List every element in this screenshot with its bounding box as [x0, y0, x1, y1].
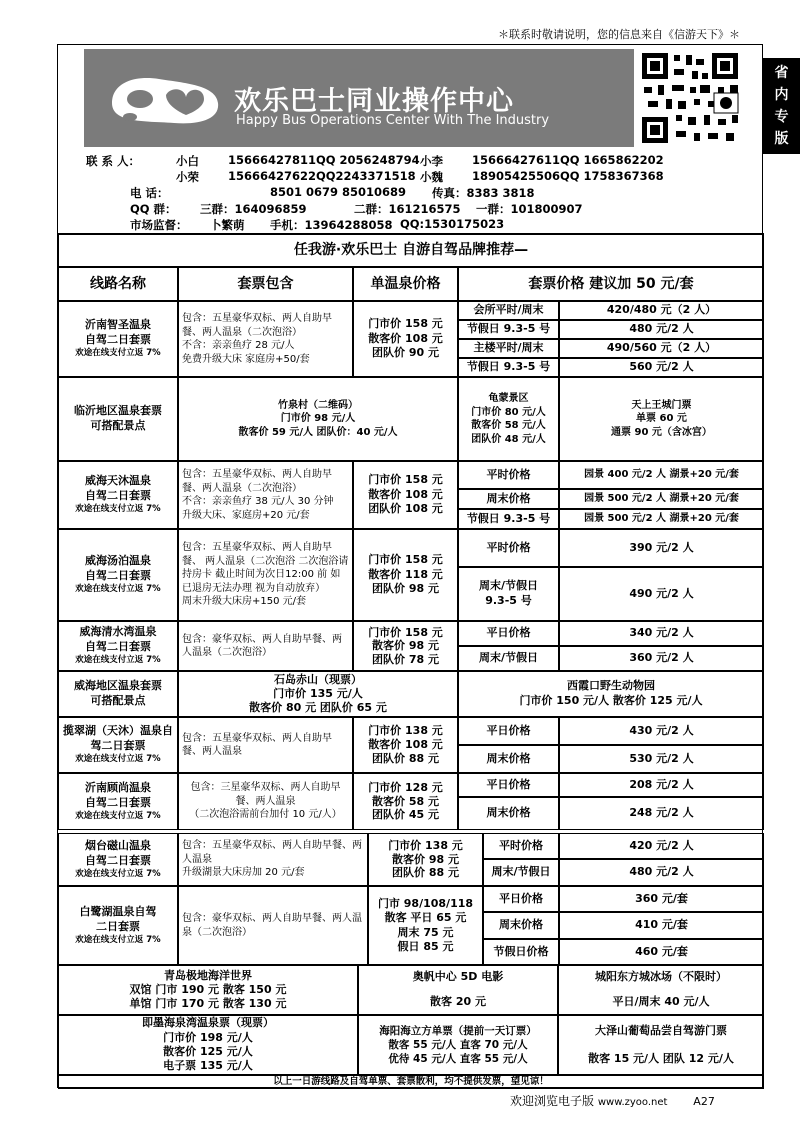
period-price: 460 元/套 [559, 939, 764, 965]
attraction-ticket: 石岛赤山（现票） 门市价 135 元/人 散客价 80 元 团队价 65 元 [178, 671, 458, 717]
route-name-cell [58, 833, 178, 886]
contact-phone: 15666427811 [228, 153, 317, 167]
period-label: 节假日 9.3-5 号 [458, 358, 559, 377]
route-name-cell [58, 886, 178, 965]
single-price-cell [368, 833, 483, 886]
package-includes: 包含：豪华双标、两人自助早餐、两人温泉（二次泡浴） [178, 621, 353, 671]
group-price: 团队价 88 元 [392, 866, 459, 880]
footer-url[interactable]: www.zyoo.net [597, 1097, 668, 1108]
supervisor-label: 市场监督： [130, 218, 188, 232]
contact-name: 小李 [420, 154, 443, 168]
attraction-ticket: 天上王城门票 单票 60 元 通票 90 元（含冰宫） [559, 377, 764, 461]
page-number: A27 [693, 1095, 715, 1108]
single-price-cell [368, 886, 483, 965]
contact-phone: 18905425506 [472, 169, 561, 183]
qq-group: 三群：164096859 [200, 202, 307, 216]
rebate-note: 欢途在线支付立返 7% [75, 655, 161, 666]
single-price-cell [353, 621, 458, 671]
package-includes: 包含：豪华双标、两人自助早餐、两人温泉（二次泡浴） [178, 886, 368, 965]
tab-char: 内 [774, 87, 789, 103]
supervisor-qq: QQ:1530175023 [400, 217, 505, 231]
period-label: 节假日 9.3-5 号 [458, 509, 559, 529]
rebate-note: 欢途在线支付立返 7% [75, 934, 161, 945]
retail-price: 门市价 158 元 [368, 316, 443, 330]
period-price: 208 元/2 人 [559, 773, 764, 797]
route-name: 烟台磁山温泉 自驾二日套票 [85, 838, 151, 867]
single-price-cell [353, 717, 458, 773]
route-name: 沂南智圣温泉 自驾二日套票 [85, 318, 151, 347]
period-label: 平日价格 [483, 886, 559, 912]
period-price: 490/560 元（2 人） [559, 339, 764, 358]
period-price: 390 元/2 人 [559, 529, 764, 567]
single-price-cell [353, 529, 458, 621]
package-includes: 包含：五星豪华双标、两人自助早餐、两人温泉 [178, 717, 353, 773]
period-price: 480 元/2 人 [559, 320, 764, 339]
qq-group-label: QQ 群： [130, 202, 177, 216]
attraction-ticket: 竹泉村（二维码） 门市价 98 元/人 散客价 59 元/人 团队价：40 元/人 [178, 377, 458, 461]
period-label: 周末价格 [458, 745, 559, 773]
period-price: 360 元/套 [559, 886, 764, 912]
qq-group: 二群：161216575 [354, 202, 461, 216]
tab-char: 版 [774, 131, 789, 147]
phone-label: 电 话： [130, 186, 169, 200]
period-label: 平日价格 [458, 773, 559, 797]
route-name: 揽翠湖（天沐）温泉自驾二日套票 [63, 724, 173, 753]
holiday-price: 假日 85 元 [397, 939, 454, 953]
period-price: 420/480 元（2 人） [559, 301, 764, 320]
walkin-price: 散客价 108 元 [368, 331, 443, 345]
period-label: 节假日价格 [483, 939, 559, 965]
group-price: 团队价 88 元 [372, 751, 439, 765]
period-price: 园景 500 元/2 人 湖景+20 元/套 [559, 489, 764, 509]
period-label: 周末价格 [483, 912, 559, 939]
group-price: 团队价 78 元 [372, 652, 439, 666]
group-price: 团队价 90 元 [372, 346, 439, 360]
period-price: 560 元/2 人 [559, 358, 764, 377]
supervisor-phone: 手机：13964288058 [270, 218, 393, 232]
period-label: 会所平时/周末 [458, 301, 559, 320]
route-name: 沂南顾尚温泉 自驾二日套票 [85, 780, 151, 809]
route-name: 威海清水湾温泉 自驾二日套票 [79, 625, 157, 654]
rebate-note: 欢途在线支付立返 7% [75, 810, 161, 821]
walkin-price: 散客价 108 元 [368, 487, 443, 501]
group-price: 团队价 45 元 [372, 808, 439, 822]
route-name-cell [58, 717, 178, 773]
fax: 传真：8383 3818 [432, 186, 535, 200]
single-price-cell [353, 773, 458, 830]
period-price: 园景 400 元/2 人 湖景+20 元/套 [559, 461, 764, 489]
supervisor-name: 卜繁萌 [210, 218, 245, 232]
contact-name: 小荣 [176, 170, 199, 184]
attraction-ticket: 城阳东方城冰场（不限时） 平日/周末 40 元/人 [558, 965, 764, 1015]
route-name: 威海汤泊温泉 自驾二日套票 [85, 554, 151, 583]
period-price: 420 元/2 人 [559, 833, 764, 859]
retail-price: 门市价 128 元 [368, 780, 443, 794]
single-price-cell [353, 461, 458, 529]
contact-qq: QQ 1665862202 [560, 153, 664, 167]
attraction-ticket: 大泽山葡萄品尝自驾游门票 散客 15 元/人 团队 12 元/人 [558, 1015, 764, 1075]
period-label: 平时价格 [483, 833, 559, 859]
package-includes: 包含：五星豪华双标、两人自助早餐、两人温泉（二次泡浴） 不含：亲亲鱼疗 38 元/人 30 分钟 升级大床、家庭房+20 元/套 [178, 461, 353, 529]
period-price: 410 元/套 [559, 912, 764, 939]
contact-label: 联 系 人： [86, 154, 141, 168]
qq-group: 一群：101800907 [476, 202, 583, 216]
retail-price: 门市价 158 元 [368, 472, 443, 486]
route-name-cell [58, 529, 178, 621]
package-includes: 包含：三星豪华双标、两人自助早餐、两人温泉 （二次泡浴需前台加付 10 元/人） [178, 773, 353, 830]
rebate-note: 欢途在线支付立返 7% [75, 584, 161, 595]
price-table [58, 233, 764, 1088]
package-includes: 包含：五星豪华双标、两人自助早餐、两人温泉（二次泡浴） 不含：亲亲鱼疗 28 元/人 免费升级大床 家庭房+50/套 [178, 301, 353, 377]
route-name: 临沂地区温泉套票 可搭配景点 [58, 377, 178, 461]
period-price: 490 元/2 人 [559, 567, 764, 621]
attraction-ticket: 即墨海泉湾温泉票（现票） 门市价 198 元/人 散客价 125 元/人 电子票 135 元/人 [58, 1015, 358, 1075]
period-label: 主楼平时/周末 [458, 339, 559, 358]
walkin-price: 散客价 118 元 [368, 567, 443, 581]
contact-qq: QQ 1758367368 [560, 169, 664, 183]
office-phone: 85010689 [342, 185, 407, 199]
package-includes: 包含：五星豪华双标、两人自助早餐、 两人温泉（二次泡浴 二次泡浴请持房卡 截止时间为次日12:00 前 如已退房无法办理 视为自动放弃） 周末升级大床房+150 元/套 [178, 529, 353, 621]
section-tab [763, 58, 800, 154]
period-price: 480 元/2 人 [559, 859, 764, 886]
col-header-single-price: 单温泉价格 [353, 267, 458, 301]
header-banner [84, 49, 634, 147]
attraction-ticket: 西霞口野生动物园 门市价 150 元/人 散客价 125 元/人 [458, 671, 764, 717]
contact-qq: QQ2243371518 [316, 169, 416, 183]
attraction-ticket: 海阳海立方单票（提前一天订票） 散客 55 元/人 直客 70 元/人 优待 45 元/人 直客 55 元/人 [358, 1015, 558, 1075]
group-price: 团队价 108 元 [368, 502, 443, 516]
route-name-cell [58, 621, 178, 671]
period-label: 节假日 9.3-5 号 [458, 320, 559, 339]
walkin-price: 散客 平日 65 元 [384, 911, 467, 925]
rebate-note: 欢途在线支付立返 7% [75, 868, 161, 879]
tab-char: 专 [774, 109, 789, 125]
rebate-note: 欢途在线支付立返 7% [75, 348, 161, 359]
col-header-package-price: 套票价格 建议加 50 元/套 [458, 267, 764, 301]
page-frame [57, 44, 763, 1088]
group-price: 团队价 98 元 [372, 582, 439, 596]
walkin-price: 散客价 98 元 [392, 852, 459, 866]
table-title: 任我游·欢乐巴士 自游自驾品牌推荐— [58, 234, 764, 267]
route-name-cell [58, 461, 178, 529]
col-header-route: 线路名称 [58, 267, 178, 301]
office-phone: 8501 0679 [270, 185, 339, 199]
walkin-price: 散客价 58 元 [372, 794, 439, 808]
route-name: 威海天沐温泉 自驾二日套票 [85, 474, 151, 503]
route-name: 威海地区温泉套票 可搭配景点 [58, 671, 178, 717]
page-footer [510, 1092, 715, 1109]
route-name-cell [58, 301, 178, 377]
brand-name-en: Happy Bus Operations Center With The Industry [236, 113, 550, 128]
retail-price: 门市价 158 元 [368, 626, 443, 640]
source-note: ＊联系时敬请说明，您的信息来自《信游天下》＊ [498, 28, 740, 41]
walkin-price: 散客价 108 元 [368, 738, 443, 752]
attraction-ticket: 龟蒙景区 门市价 80 元/人 散客价 58 元/人 团队价 48 元/人 [458, 377, 559, 461]
brand-name-cn: 欢乐巴士同业操作中心 [234, 86, 514, 117]
period-price: 园景 500 元/2 人 湖景+20 元/套 [559, 509, 764, 529]
contact-name: 小魏 [420, 170, 443, 184]
rebate-note: 欢途在线支付立返 7% [75, 504, 161, 515]
period-label: 周末/节假日 9.3-5 号 [458, 567, 559, 621]
period-price: 248 元/2 人 [559, 797, 764, 830]
period-label: 周末价格 [458, 797, 559, 830]
period-label: 平时价格 [458, 529, 559, 567]
route-name: 白鹭湖温泉自驾 二日套票 [79, 904, 157, 933]
period-label: 平日价格 [458, 621, 559, 646]
period-label: 平时价格 [458, 461, 559, 489]
contact-phone: 15666427622 [228, 169, 317, 183]
period-price: 360 元/2 人 [559, 646, 764, 671]
package-includes: 包含：五星豪华双标、两人自助早餐、两人温泉 升级湖景大床房加 20 元/套 [178, 833, 368, 886]
period-price: 530 元/2 人 [559, 745, 764, 773]
route-name-cell [58, 773, 178, 830]
period-label: 周末/节假日 [458, 646, 559, 671]
contact-name: 小白 [176, 154, 199, 168]
period-label: 平日价格 [458, 717, 559, 745]
rebate-note: 欢途在线支付立返 7% [75, 754, 161, 765]
retail-price: 门市价 138 元 [388, 838, 463, 852]
retail-price: 门市价 158 元 [368, 552, 443, 566]
period-price: 430 元/2 人 [559, 717, 764, 745]
contact-qq: QQ 2056248794 [316, 153, 420, 167]
qr-code-icon [638, 49, 742, 147]
tab-char: 省 [774, 65, 789, 81]
attraction-ticket: 奥帆中心 5D 电影 散客 20 元 [358, 965, 558, 1015]
period-label: 周末价格 [458, 489, 559, 509]
weekend-price: 周末 75 元 [397, 925, 454, 939]
contact-phone: 15666427611 [472, 153, 561, 167]
period-price: 340 元/2 人 [559, 621, 764, 646]
retail-price: 门市价 138 元 [368, 724, 443, 738]
single-price-cell [353, 301, 458, 377]
bus-logo-icon [104, 73, 224, 131]
period-label: 周末/节假日 [483, 859, 559, 886]
footer-text: 欢迎浏览电子版 [510, 1094, 595, 1108]
invoice-notice: 以上一日游线路及自驾单票、套票散利，均不提供发票，望见谅！ [58, 1075, 764, 1089]
walkin-price: 散客价 98 元 [372, 639, 439, 653]
col-header-package: 套票包含 [178, 267, 353, 301]
contact-info [58, 151, 764, 231]
attraction-ticket: 青岛极地海洋世界 双馆 门市 190 元 散客 150 元 单馆 门市 170 元 散客 130 元 [58, 965, 358, 1015]
retail-price: 门市 98/108/118 [377, 896, 474, 910]
